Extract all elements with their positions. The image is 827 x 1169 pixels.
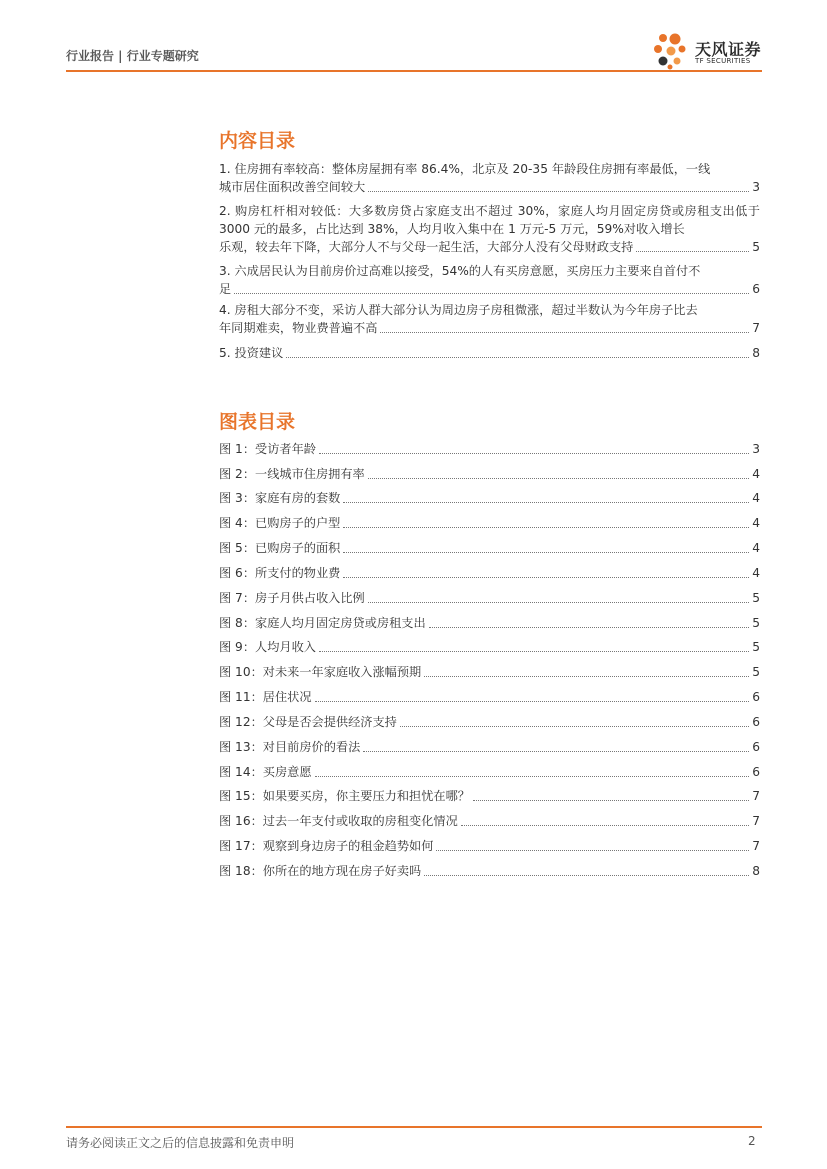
figure-page-number: 5: [752, 591, 760, 605]
toc-entry-tail: 城市居住面积改善空间较大: [219, 180, 366, 194]
figure-entry-6[interactable]: [219, 564, 760, 582]
footer-disclaimer: 请务必阅读正文之后的信息披露和免责申明: [66, 1136, 295, 1150]
toc-page-number: 7: [752, 321, 760, 335]
dot-leader: [368, 602, 750, 603]
toc-entry-head: 3. 六成居民认为目前房价过高难以接受，54%的人有买房意愿，买房压力主要来自首付不: [219, 264, 701, 278]
toc-entry-head: 2. 购房杠杆相对较低：大多数房贷占家庭支出不超过 30%，家庭人均月固定房贷或房租支出低于 3000 元的最多，占比达到 38%，人均月收入集中在 1 万元-5 万元，59%对收入增长: [219, 204, 760, 236]
figure-entry-8[interactable]: [219, 614, 760, 632]
logo-chinese-name: 天风证券: [695, 40, 762, 59]
toc-leader-line: [219, 238, 760, 256]
page-number: 2: [748, 1134, 756, 1148]
toc-entry-5[interactable]: [219, 344, 760, 362]
figure-page-number: 7: [752, 814, 760, 828]
dot-leader: [368, 478, 750, 479]
dot-leader: [473, 800, 749, 801]
company-logo: [651, 30, 769, 72]
dot-leader: [234, 293, 749, 294]
toc-page-number: 5: [752, 240, 760, 254]
toc-leader-line: [219, 344, 760, 362]
figure-entry-2[interactable]: [219, 465, 760, 483]
figure-label: 图 13：对目前房价的看法: [219, 740, 361, 754]
toc-entry-tail: 乐观，较去年下降，大部分人不与父母一起生活，大部分人没有父母财政支持: [219, 240, 634, 254]
footer-divider: [66, 1126, 762, 1128]
figure-page-number: 4: [752, 566, 760, 580]
figure-page-number: 3: [752, 442, 760, 456]
dot-leader: [319, 651, 749, 652]
figure-page-number: 6: [752, 715, 760, 729]
figure-label: 图 6：所支付的物业费: [219, 566, 341, 580]
figures-title: 图表目录: [219, 411, 296, 433]
figure-page-number: 4: [752, 491, 760, 505]
dot-leader: [424, 676, 749, 677]
dot-leader: [461, 825, 749, 826]
figure-label: 图 18：你所在的地方现在房子好卖吗: [219, 864, 422, 878]
figure-entry-3[interactable]: [219, 489, 760, 507]
figure-entry-15[interactable]: [219, 787, 760, 805]
toc-entry-4[interactable]: [219, 301, 760, 337]
dot-leader: [343, 577, 749, 578]
figure-entry-14[interactable]: [219, 763, 760, 781]
toc-leader-line: [219, 319, 760, 337]
toc-entry-tail: 年同期难卖，物业费普遍不高: [219, 321, 378, 335]
figure-entry-13[interactable]: [219, 738, 760, 756]
figure-entry-17[interactable]: [219, 837, 760, 855]
figure-page-number: 4: [752, 516, 760, 530]
dot-leader: [380, 332, 749, 333]
figure-label: 图 2：一线城市住房拥有率: [219, 467, 365, 481]
toc-page-number: 3: [752, 180, 760, 194]
header-breadcrumb: 行业报告 | 行业专题研究: [66, 49, 199, 63]
figure-label: 图 12：父母是否会提供经济支持: [219, 715, 397, 729]
dot-leader: [368, 191, 749, 192]
dot-leader: [424, 875, 749, 876]
dot-leader: [343, 502, 749, 503]
figure-label: 图 8：家庭人均月固定房贷或房租支出: [219, 616, 426, 630]
figure-entry-7[interactable]: [219, 589, 760, 607]
figure-label: 图 16：过去一年支付或收取的房租变化情况: [219, 814, 458, 828]
figure-label: 图 10：对未来一年家庭收入涨幅预期: [219, 665, 422, 679]
figure-label: 图 17：观察到身边房子的租金趋势如何: [219, 839, 434, 853]
figure-entry-18[interactable]: [219, 862, 760, 880]
figure-page-number: 6: [752, 765, 760, 779]
figure-page-number: 7: [752, 789, 760, 803]
contents-title: 内容目录: [219, 130, 296, 152]
figure-page-number: 7: [752, 839, 760, 853]
figure-label: 图 9：人均月收入: [219, 640, 316, 654]
figure-entry-10[interactable]: [219, 663, 760, 681]
toc-entry-head: 4. 房租大部分不变，采访人群大部分认为周边房子房租微涨，超过半数认为今年房子比去: [219, 303, 698, 317]
toc-leader-line: [219, 280, 760, 298]
dot-leader: [363, 751, 749, 752]
figure-entry-9[interactable]: [219, 638, 760, 656]
toc-entry-head: 1. 住房拥有率较高：整体房屋拥有率 86.4%，北京及 20-35 年龄段住房拥有率最低，一线: [219, 162, 711, 176]
dot-leader: [429, 627, 750, 628]
figure-label: 图 4：已购房子的户型: [219, 516, 341, 530]
figure-label: 图 5：已购房子的面积: [219, 541, 341, 555]
figure-entry-1[interactable]: [219, 440, 760, 458]
figure-page-number: 5: [752, 640, 760, 654]
logo-english-name: TF SECURITIES: [695, 57, 751, 65]
toc-entry-3[interactable]: [219, 262, 760, 298]
dot-leader: [436, 850, 749, 851]
figure-page-number: 4: [752, 541, 760, 555]
figure-entry-4[interactable]: [219, 514, 760, 532]
figure-entry-16[interactable]: [219, 812, 760, 830]
figure-page-number: 6: [752, 690, 760, 704]
toc-entry-2[interactable]: [219, 202, 760, 256]
dot-leader: [400, 726, 749, 727]
toc-entry-tail: 5. 投资建议: [219, 346, 284, 360]
toc-entry-tail: 足: [219, 282, 232, 296]
figure-label: 图 15：如果要买房，你主要压力和担忧在哪？: [219, 789, 470, 803]
figure-label: 图 1：受访者年龄: [219, 442, 316, 456]
toc-page-number: 8: [752, 346, 760, 360]
figure-entry-11[interactable]: [219, 688, 760, 706]
dot-leader: [343, 552, 749, 553]
figure-entry-5[interactable]: [219, 539, 760, 557]
toc-leader-line: [219, 178, 760, 196]
figure-page-number: 5: [752, 665, 760, 679]
dot-leader: [315, 776, 750, 777]
dot-leader: [636, 251, 749, 252]
dot-leader: [315, 701, 750, 702]
toc-entry-1[interactable]: [219, 160, 760, 196]
dot-leader: [343, 527, 749, 528]
logo-flower-icon: [651, 30, 693, 72]
figure-page-number: 6: [752, 740, 760, 754]
figure-label: 图 7：房子月供占收入比例: [219, 591, 365, 605]
figure-page-number: 5: [752, 616, 760, 630]
dot-leader: [286, 357, 749, 358]
toc-page-number: 6: [752, 282, 760, 296]
figure-label: 图 3：家庭有房的套数: [219, 491, 341, 505]
dot-leader: [319, 453, 749, 454]
figure-page-number: 4: [752, 467, 760, 481]
figure-entry-12[interactable]: [219, 713, 760, 731]
figure-label: 图 11：居住状况: [219, 690, 312, 704]
header-divider: [66, 70, 762, 72]
figure-label: 图 14：买房意愿: [219, 765, 312, 779]
figure-page-number: 8: [752, 864, 760, 878]
